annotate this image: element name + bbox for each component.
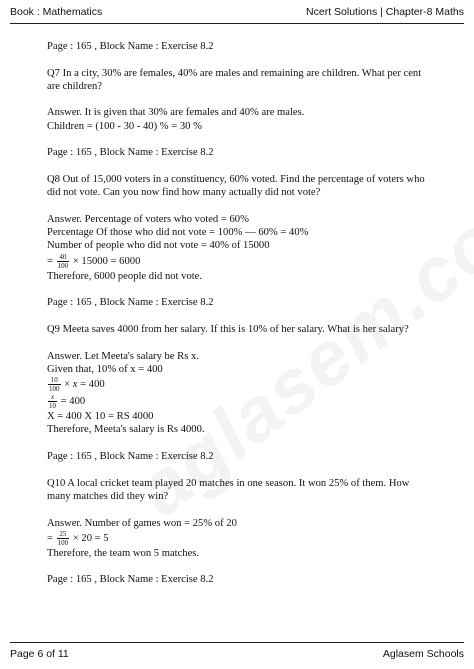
q9-page-ref: Page : 165 , Block Name : Exercise 8.2 — [47, 297, 214, 309]
q10-answer-line-2: Therefore, the team won 5 matches. — [47, 547, 200, 559]
page-number: Page 6 of 11 — [10, 648, 69, 660]
fraction-denominator: 100 — [49, 385, 60, 394]
q8-question-line-1: Q8 Out of 15,000 voters in a constituency, 60% voted. Find the percentage of voters who — [47, 173, 425, 185]
q7-answer-line-1: Answer. It is given that 30% are females and 40% are males. — [47, 107, 305, 119]
q8-question-line-2: did not vote. Can you now find how many actually did not vote? — [47, 187, 321, 199]
q10-page-ref: Page : 165 , Block Name : Exercise 8.2 — [47, 451, 214, 463]
q8-answer-line-1: Answer. Percentage of voters who voted = 60% — [47, 213, 249, 225]
math-rest: = 400 — [60, 396, 86, 408]
q10-question-line-2: many matches did they win? — [47, 490, 169, 502]
fraction — [57, 530, 70, 547]
fraction — [57, 253, 70, 270]
q10-question-line-1: Q10 A local cricket team played 20 matches in one season. It won 25% of them. How — [47, 477, 410, 489]
q9-math-line-2 — [47, 393, 457, 410]
closing-page-ref: Page : 165 , Block Name : Exercise 8.2 — [47, 574, 214, 586]
book-title: Book : Mathematics — [10, 6, 103, 18]
q10-math-line — [47, 530, 457, 547]
fraction-numerator: 25 — [57, 530, 70, 539]
q8-math-line — [47, 253, 457, 270]
page-header — [10, 6, 464, 18]
q9-math-line-1 — [47, 376, 457, 393]
q7-question-line-1: Q7 In a city, 30% are females, 40% are males and remaining are children. What per cent — [47, 67, 422, 79]
fraction-numerator: x — [48, 393, 57, 402]
equals-sign: = — [47, 532, 53, 544]
q7-question-line-2: are children? — [47, 80, 102, 92]
chapter-title: Ncert Solutions | Chapter-8 Maths — [306, 6, 464, 18]
math-rest: × 15000 = 6000 — [72, 255, 141, 267]
fraction-numerator: 10 — [48, 376, 61, 385]
variable-x: x — [72, 379, 78, 391]
times-sign: × — [64, 379, 71, 391]
math-rest: × 20 = 5 — [72, 532, 109, 544]
page-content — [47, 40, 457, 587]
fraction-denominator: 100 — [57, 261, 69, 270]
fraction — [48, 376, 61, 393]
q9-answer-line-4: Therefore, Meeta's salary is Rs 4000. — [47, 424, 205, 436]
q7-answer-line-2: Children = (100 - 30 - 40) % = 30 % — [47, 120, 202, 132]
equals-sign: = — [47, 255, 53, 267]
q8-answer-line-2: Percentage Of those who did not vote = 100% — 60% = 40% — [47, 227, 309, 239]
fraction-denominator: 10 — [49, 402, 56, 411]
page-footer — [10, 648, 464, 660]
q10-answer-line-1: Answer. Number of games won = 25% of 20 — [47, 517, 237, 529]
header-divider — [10, 23, 464, 24]
fraction-denominator: 100 — [57, 538, 69, 547]
q8-answer-line-3: Number of people who did not vote = 40% of 15000 — [47, 240, 270, 252]
fraction-numerator: 40 — [57, 253, 70, 262]
fraction — [48, 393, 57, 410]
q8-page-ref: Page : 165 , Block Name : Exercise 8.2 — [47, 147, 214, 159]
q9-answer-line-2: Given that, 10% of x = 400 — [47, 363, 163, 375]
math-rest: = 400 — [80, 379, 105, 391]
q9-answer-line-1: Answer. Let Meeta's salary be Rs x. — [47, 350, 199, 362]
publisher-name: Aglasem Schools — [382, 648, 464, 660]
q9-question-line-1: Q9 Meeta saves 4000 from her salary. If this is 10% of her salary. What is her salary? — [47, 323, 409, 335]
q8-answer-line-4: Therefore, 6000 people did not vote. — [47, 270, 203, 282]
q7-page-ref: Page : 165 , Block Name : Exercise 8.2 — [47, 41, 214, 52]
footer-divider — [10, 642, 464, 643]
q9-answer-line-3: X = 400 X 10 = RS 4000 — [47, 411, 154, 423]
